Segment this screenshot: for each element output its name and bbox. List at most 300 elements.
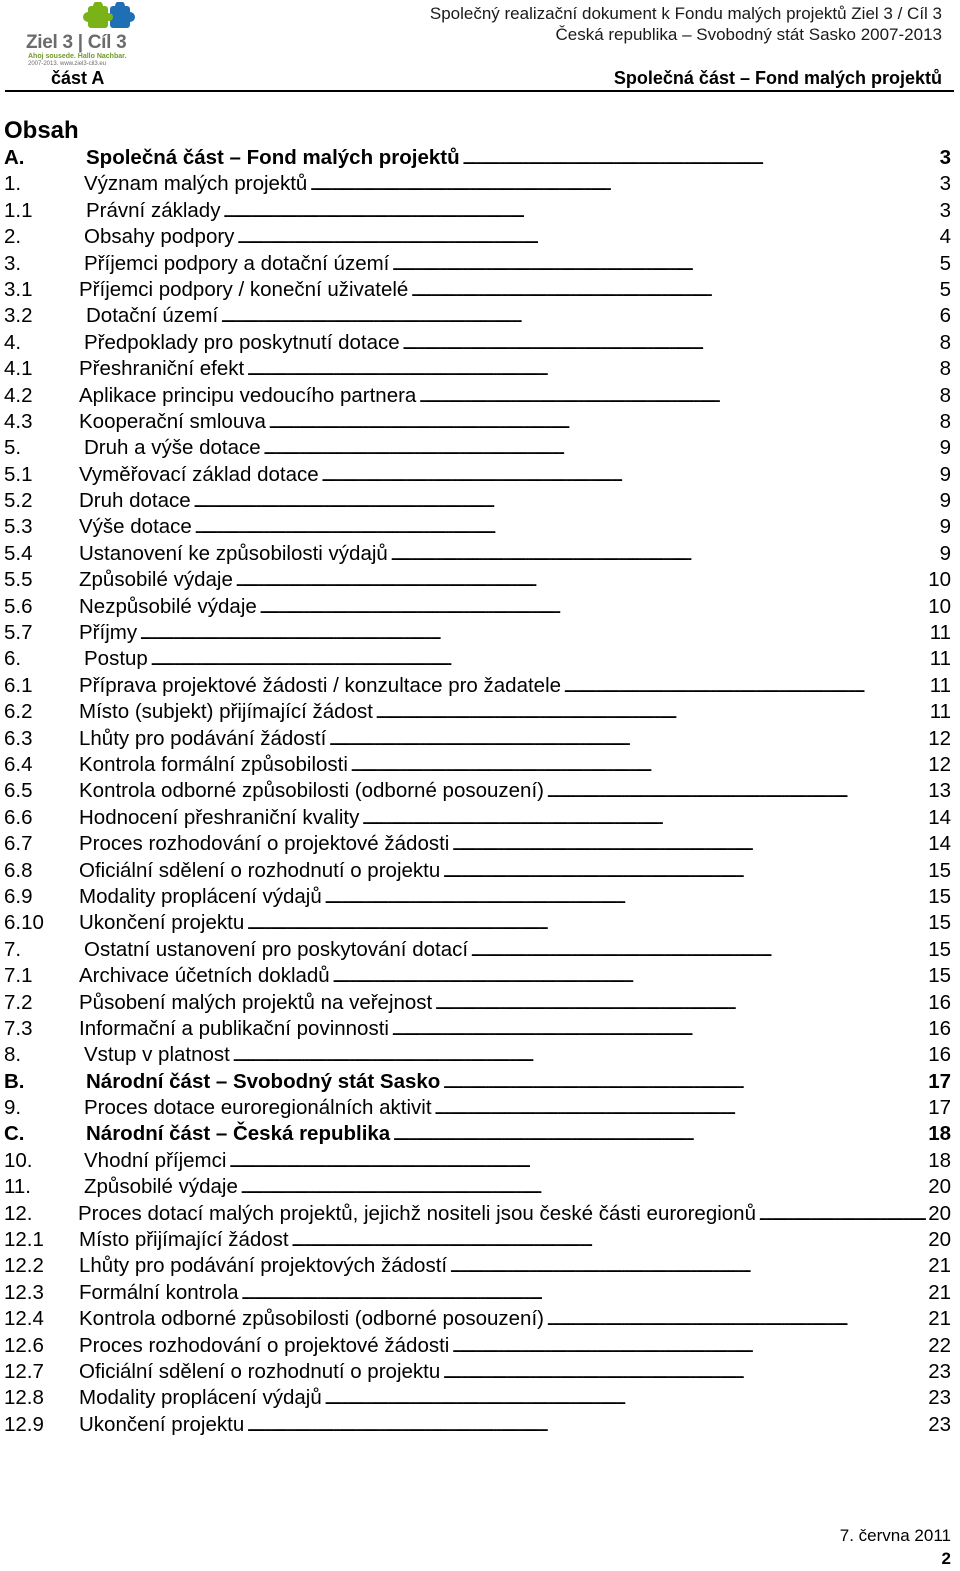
toc-entry-page: 13 [928, 779, 951, 803]
toc-dot-leader [443, 1359, 926, 1387]
toc-entry-title: Národní část – Svobodný stát Sasko [86, 1069, 441, 1093]
toc-entry[interactable] [4, 488, 951, 514]
toc-entry-number: 2. [4, 225, 22, 249]
toc-entry-title: Druh a výše dotace [84, 436, 261, 460]
toc-dot-leader [322, 462, 938, 490]
toc-entry-page: 14 [928, 805, 951, 829]
toc-dot-leader [329, 726, 926, 754]
toc-entry-page: 4 [939, 225, 951, 249]
toc-entry[interactable] [4, 1306, 951, 1332]
toc-entry[interactable] [4, 1253, 951, 1279]
toc-entry-line [84, 171, 951, 199]
toc-entry-page: 22 [928, 1333, 951, 1357]
toc-entry[interactable] [4, 1174, 951, 1200]
document-title-line-2: Česká republika – Svobodný stát Sasko 2007-2013 [555, 25, 942, 44]
toc-dot-leader [435, 990, 926, 1018]
toc-dot-leader [362, 805, 926, 833]
toc-entry[interactable] [4, 251, 951, 277]
toc-entry-page: 11 [929, 673, 951, 697]
toc-entry[interactable] [4, 594, 951, 620]
toc-entry-title: Proces rozhodování o projektové žádosti [79, 832, 450, 856]
toc-entry[interactable] [4, 963, 951, 989]
toc-dot-leader [195, 514, 938, 542]
toc-entry-page: 15 [928, 884, 951, 908]
toc-dot-leader [310, 171, 937, 199]
toc-entry-line [79, 1016, 951, 1044]
toc-dot-leader [237, 224, 937, 252]
toc-entry-number: 11. [4, 1175, 31, 1199]
toc-dot-leader [221, 303, 937, 331]
toc-entry-number: 7.1 [4, 964, 33, 988]
toc-entry-number: 5.3 [4, 515, 33, 539]
logo-tagline: Ahoj sousede. Hallo Nachbar. [28, 53, 127, 60]
toc-dot-leader [241, 1174, 926, 1202]
toc-entry-line [79, 1227, 951, 1255]
toc-entry-number: 7. [4, 937, 22, 961]
toc-entry-line [84, 251, 951, 279]
toc-entry-number: 5.4 [4, 541, 33, 565]
toc-entry-title: Význam malých projektů [84, 172, 308, 196]
toc-entry[interactable] [4, 831, 951, 857]
toc-entry-title: Proces dotací malých projektů, jejichž nositeli jsou české části euroregionů [78, 1201, 756, 1225]
toc-dot-leader [247, 356, 937, 384]
toc-entry-page: 14 [928, 832, 951, 856]
toc-entry-page: 6 [939, 304, 951, 328]
toc-entry-number: 12.7 [4, 1359, 44, 1383]
toc-dot-leader [325, 884, 926, 912]
toc-dot-leader [264, 435, 938, 463]
toc-dot-leader [435, 1095, 927, 1123]
toc-entry-page: 9 [939, 436, 951, 460]
toc-dot-leader [443, 858, 926, 886]
toc-entry[interactable] [4, 910, 951, 936]
toc-entry-line [78, 1201, 951, 1229]
toc-entry-page: 20 [928, 1201, 951, 1225]
toc-entry-title: Lhůty pro podávání projektových žádostí [79, 1254, 448, 1278]
toc-entry-line [79, 409, 951, 437]
toc-entry-number: B. [4, 1069, 25, 1093]
toc-entry-title: Příprava projektové žádosti / konzultace pro žadatele [79, 673, 562, 697]
toc-entry-page: 8 [939, 409, 951, 433]
toc-entry-line [79, 462, 951, 490]
toc-entry-line [84, 224, 951, 252]
toc-heading: Obsah [4, 117, 79, 144]
toc-entry-line [79, 1412, 951, 1440]
toc-entry-title: Archivace účetních dokladů [79, 964, 330, 988]
toc-entry-line [79, 726, 951, 754]
header-divider [5, 90, 954, 92]
toc-dot-leader [391, 541, 938, 569]
toc-entry-page: 15 [928, 937, 951, 961]
toc-entry-number: 6.9 [4, 884, 33, 908]
toc-entry[interactable] [4, 1095, 951, 1121]
toc-dot-leader [351, 752, 926, 780]
toc-entry[interactable] [4, 937, 951, 963]
toc-entry-line [79, 884, 951, 912]
toc-entry-number: 5.1 [4, 462, 33, 486]
toc-entry[interactable] [4, 198, 951, 224]
toc-entry[interactable] [4, 1359, 951, 1385]
toc-dot-leader [403, 330, 938, 358]
toc-entry-title: Kontrola odborné způsobilosti (odborné posouzení) [79, 1307, 544, 1331]
toc-entry-line [79, 1253, 951, 1281]
toc-entry-title: Nezpůsobilé výdaje [79, 594, 257, 618]
toc-entry-number: 12. [4, 1201, 33, 1225]
toc-entry-page: 5 [939, 277, 951, 301]
toc-entry-line [84, 435, 951, 463]
toc-entry-page: 9 [939, 462, 951, 486]
toc-entry[interactable] [4, 224, 951, 250]
toc-entry-number: 5. [4, 436, 22, 460]
toc-entry-title: Ustanovení ke způsobilosti výdajů [79, 541, 388, 565]
toc-entry-number: 7.2 [4, 990, 33, 1014]
toc-entry-number: 12.3 [4, 1280, 44, 1304]
toc-entry-page: 12 [928, 752, 951, 776]
toc-entry-title: Příjmy [79, 621, 138, 645]
toc-entry[interactable] [4, 171, 951, 197]
toc-entry-number: 12.8 [4, 1386, 44, 1410]
toc-entry-number: 6.4 [4, 752, 33, 776]
toc-entry-title: Národní část – Česká republika [86, 1122, 391, 1146]
toc-dot-leader [233, 1042, 926, 1070]
toc-entry-title: Způsobilé výdaje [79, 568, 233, 592]
toc-entry[interactable] [4, 1385, 951, 1411]
toc-entry[interactable] [4, 646, 951, 672]
toc-dot-leader [452, 1333, 926, 1361]
toc-entry-page: 17 [928, 1096, 951, 1120]
toc-entry-number: 1. [4, 172, 22, 196]
toc-entry-line [86, 1069, 951, 1097]
toc-entry-title: Působení malých projektů na veřejnost [79, 990, 433, 1014]
toc-entry[interactable] [4, 277, 951, 303]
toc-entry[interactable] [4, 1412, 951, 1438]
toc-entry-title: Modality proplácení výdajů [79, 1386, 322, 1410]
toc-entry-number: 5.2 [4, 489, 33, 513]
logo-brand-text: Ziel 3 | Cíl 3 [26, 32, 127, 53]
toc-entry-title: Kooperační smlouva [79, 409, 266, 433]
toc-entry[interactable] [4, 330, 951, 356]
toc-entry[interactable] [4, 673, 951, 699]
toc-entry-number: 6.8 [4, 858, 33, 882]
toc-entry-page: 21 [928, 1254, 951, 1278]
toc-entry-title: Proces dotace euroregionálních aktivit [84, 1096, 432, 1120]
toc-entry-number: C. [4, 1122, 25, 1146]
toc-entry-line [79, 277, 951, 305]
toc-entry-title: Vstup v platnost [84, 1043, 230, 1067]
toc-entry-title: Informační a publikační povinnosti [79, 1016, 389, 1040]
toc-entry-page: 9 [939, 541, 951, 565]
toc-entry-title: Místo (subjekt) přijímající žádost [79, 700, 373, 724]
toc-dot-leader [151, 646, 928, 674]
toc-entry-line [79, 858, 951, 886]
toc-entry-line [79, 1280, 951, 1308]
toc-entry-title: Kontrola odborné způsobilosti (odborné posouzení) [79, 779, 544, 803]
toc-entry-number: 6.10 [4, 911, 44, 935]
toc-entry-page: 3 [939, 172, 951, 196]
toc-entry[interactable] [4, 356, 951, 382]
toc-entry[interactable] [4, 1148, 951, 1174]
toc-entry-page: 11 [929, 621, 951, 645]
toc-entry-line [86, 145, 951, 173]
toc-entry-title: Dotační území [86, 304, 219, 328]
toc-dot-leader [236, 567, 926, 595]
toc-entry-page: 9 [939, 489, 951, 513]
toc-entry-line [79, 699, 951, 727]
toc-entry-title: Lhůty pro podávání žádostí [79, 726, 327, 750]
toc-entry-number: 5.7 [4, 621, 33, 645]
toc-entry-page: 10 [928, 594, 951, 618]
toc-entry-title: Oficiální sdělení o rozhodnutí o projektu [79, 1359, 441, 1383]
toc-entry-number: 3. [4, 251, 22, 275]
toc-entry-line [79, 831, 951, 859]
puzzle-logo-icon [82, 2, 138, 32]
toc-entry-line [79, 778, 951, 806]
toc-entry-title: Společná část – Fond malých projektů [86, 146, 460, 169]
toc-entry[interactable] [4, 383, 951, 409]
toc-entry-page: 23 [928, 1386, 951, 1410]
toc-entry-number: 5.6 [4, 594, 33, 618]
toc-entry-line [79, 1306, 951, 1334]
toc-entry-title: Ostatní ustanovení pro poskytování dotací [84, 937, 469, 961]
ziel3-cil3-logo [26, 2, 136, 68]
toc-entry-number: 1.1 [4, 198, 33, 222]
toc-entry-title: Způsobilé výdaje [84, 1175, 238, 1199]
toc-entry-page: 20 [928, 1228, 951, 1252]
toc-entry-line [79, 488, 951, 516]
toc-entry[interactable] [4, 462, 951, 488]
toc-entry[interactable] [4, 409, 951, 435]
toc-entry-line [84, 1042, 951, 1070]
toc-entry-title: Výše dotace [79, 515, 192, 539]
toc-entry-title: Předpoklady pro poskytnutí dotace [84, 330, 400, 354]
toc-entry[interactable] [4, 752, 951, 778]
toc-entry-page: 8 [939, 330, 951, 354]
toc-entry[interactable] [4, 620, 951, 646]
toc-entry-number: 7.3 [4, 1016, 33, 1040]
toc-entry-line [84, 646, 951, 674]
toc-dot-leader [247, 1412, 926, 1440]
toc-entry[interactable] [4, 726, 951, 752]
toc-entry-title: Vyměřovací základ dotace [79, 462, 319, 486]
toc-entry-number: 4. [4, 330, 22, 354]
toc-entry-number: 6.5 [4, 779, 33, 803]
toc-entry-number: 6.6 [4, 805, 33, 829]
toc-dot-leader [229, 1148, 926, 1176]
toc-dot-leader [393, 1121, 926, 1149]
toc-entry-line [84, 1095, 951, 1123]
toc-entry-page: 5 [939, 251, 951, 275]
toc-entry-line [79, 356, 951, 384]
toc-entry-page: 16 [928, 990, 951, 1014]
toc-entry-page: 9 [939, 515, 951, 539]
toc-dot-leader [140, 620, 928, 648]
toc-entry[interactable] [4, 699, 951, 725]
toc-entry-page: 16 [928, 1043, 951, 1067]
toc-entry[interactable] [4, 514, 951, 540]
toc-entry[interactable] [4, 1016, 951, 1042]
toc-entry[interactable] [4, 567, 951, 593]
toc-entry-title: Obsahy podpory [84, 225, 235, 249]
logo-subline: 2007-2013. www.ziel3-cil3.eu [28, 61, 107, 67]
toc-entry-number: 6.1 [4, 673, 33, 697]
toc-entry-line [79, 963, 951, 991]
toc-entry-title: Kontrola formální způsobilosti [79, 752, 348, 776]
toc-entry-number: 4.2 [4, 383, 33, 407]
toc-dot-leader [547, 1306, 926, 1334]
toc-entry-page: 8 [939, 383, 951, 407]
toc-entry-title: Aplikace principu vedoucího partnera [79, 383, 417, 407]
toc-entry-page: 3 [939, 198, 951, 222]
toc-entry-line [79, 383, 951, 411]
toc-entry-title: Formální kontrola [79, 1280, 239, 1304]
toc-entry-number: 12.9 [4, 1412, 44, 1436]
toc-dot-leader [223, 198, 937, 226]
toc-entry-number: 12.1 [4, 1228, 44, 1252]
toc-entry-line [79, 1385, 951, 1413]
toc-dot-leader [411, 277, 937, 305]
toc-entry[interactable] [4, 1121, 951, 1147]
toc-entry-page: 18 [928, 1148, 951, 1172]
footer-date: 7. června 2011 [839, 1526, 951, 1545]
toc-dot-leader [419, 383, 937, 411]
toc-dot-leader [463, 145, 938, 173]
toc-entry-page: 21 [928, 1307, 951, 1331]
toc-entry[interactable] [4, 1333, 951, 1359]
toc-entry[interactable] [4, 805, 951, 831]
toc-dot-leader [247, 910, 926, 938]
toc-entry-title: Přeshraniční efekt [79, 357, 245, 381]
toc-entry[interactable] [4, 1280, 951, 1306]
table-of-contents [4, 145, 951, 1438]
part-label: část A [51, 68, 105, 88]
toc-entry[interactable] [4, 990, 951, 1016]
toc-entry-title: Modality proplácení výdajů [79, 884, 322, 908]
toc-entry-title: Příjemci podpory / koneční uživatelé [79, 277, 409, 301]
toc-entry-number: 9. [4, 1096, 22, 1120]
toc-entry-line [84, 1148, 951, 1176]
toc-dot-leader [292, 1227, 927, 1255]
toc-entry-line [79, 752, 951, 780]
document-title-line-1: Společný realizační dokument k Fondu malých projektů Ziel 3 / Cíl 3 [429, 4, 942, 23]
toc-entry-page: 20 [928, 1175, 951, 1199]
toc-dot-leader [392, 1016, 926, 1044]
toc-entry-number: 12.6 [4, 1333, 44, 1357]
toc-entry[interactable] [4, 858, 951, 884]
toc-dot-leader [392, 251, 937, 279]
toc-entry-number: 4.3 [4, 409, 33, 433]
toc-entry[interactable] [4, 435, 951, 461]
toc-entry-page: 15 [928, 911, 951, 935]
toc-entry-number: 5.5 [4, 568, 33, 592]
toc-dot-leader [194, 488, 938, 516]
toc-entry[interactable] [4, 541, 951, 567]
toc-entry-line [79, 805, 951, 833]
toc-entry-page: 18 [928, 1122, 951, 1146]
toc-entry[interactable] [4, 145, 951, 171]
toc-entry-line [79, 594, 951, 622]
toc-entry-title: Místo přijímající žádost [79, 1228, 289, 1252]
toc-dot-leader [759, 1201, 926, 1229]
toc-entry-line [86, 198, 951, 226]
toc-entry-line [79, 1359, 951, 1387]
toc-dot-leader [269, 409, 938, 437]
toc-entry-title: Hodnocení přeshraniční kvality [79, 805, 360, 829]
toc-entry-title: Ukončení projektu [79, 911, 245, 935]
toc-entry[interactable] [4, 884, 951, 910]
toc-entry-page: 16 [928, 1016, 951, 1040]
toc-entry-page: 11 [929, 647, 951, 671]
toc-dot-leader [452, 831, 926, 859]
toc-entry-page: 17 [928, 1069, 951, 1093]
toc-entry-page: 12 [928, 726, 951, 750]
toc-dot-leader [471, 937, 926, 965]
toc-entry-page: 3 [939, 146, 951, 169]
toc-entry-title: Postup [84, 647, 148, 671]
toc-entry-line [79, 673, 951, 701]
toc-entry-number: 6.2 [4, 700, 33, 724]
toc-entry-number: 3.1 [4, 277, 33, 301]
toc-entry-page: 15 [928, 858, 951, 882]
toc-entry[interactable] [4, 1201, 951, 1227]
toc-entry-page: 23 [928, 1412, 951, 1436]
toc-entry[interactable] [4, 778, 951, 804]
toc-entry-page: 15 [928, 964, 951, 988]
toc-dot-leader [333, 963, 926, 991]
toc-entry-line [79, 1333, 951, 1361]
toc-dot-leader [242, 1280, 927, 1308]
toc-entry-title: Ukončení projektu [79, 1412, 245, 1436]
toc-entry-title: Oficiální sdělení o rozhodnutí o projektu [79, 858, 441, 882]
toc-entry[interactable] [4, 1227, 951, 1253]
toc-entry-number: 12.4 [4, 1307, 44, 1331]
toc-entry-title: Vhodní příjemci [84, 1148, 227, 1172]
toc-entry-number: 6.7 [4, 832, 33, 856]
toc-entry-line [79, 990, 951, 1018]
toc-entry-number: 3.2 [4, 304, 33, 328]
toc-entry-line [86, 1121, 951, 1149]
toc-dot-leader [564, 673, 928, 701]
toc-dot-leader [443, 1069, 926, 1097]
toc-entry-line [86, 303, 951, 331]
toc-entry[interactable] [4, 1069, 951, 1095]
toc-entry-number: 4.1 [4, 357, 33, 381]
toc-entry-number: A. [4, 146, 25, 169]
toc-entry-line [79, 541, 951, 569]
toc-entry-number: 6. [4, 647, 22, 671]
toc-entry-line [79, 910, 951, 938]
toc-entry-title: Právní základy [86, 198, 221, 222]
toc-entry-line [84, 937, 951, 965]
toc-entry-line [79, 567, 951, 595]
toc-dot-leader [260, 594, 926, 622]
toc-entry-number: 6.3 [4, 726, 33, 750]
toc-entry-title: Proces rozhodování o projektové žádosti [79, 1333, 450, 1357]
toc-entry-page: 23 [928, 1359, 951, 1383]
toc-dot-leader [450, 1253, 926, 1281]
toc-entry-number: 8. [4, 1043, 22, 1067]
toc-dot-leader [376, 699, 928, 727]
toc-entry-page: 8 [939, 357, 951, 381]
toc-entry-line [84, 1174, 951, 1202]
toc-entry-title: Druh dotace [79, 489, 191, 513]
toc-entry-page: 21 [928, 1280, 951, 1304]
toc-entry-line [79, 620, 951, 648]
toc-entry-page: 10 [928, 568, 951, 592]
toc-entry[interactable] [4, 1042, 951, 1068]
toc-entry[interactable] [4, 303, 951, 329]
toc-entry-number: 10. [4, 1148, 33, 1172]
toc-entry-line [84, 330, 951, 358]
